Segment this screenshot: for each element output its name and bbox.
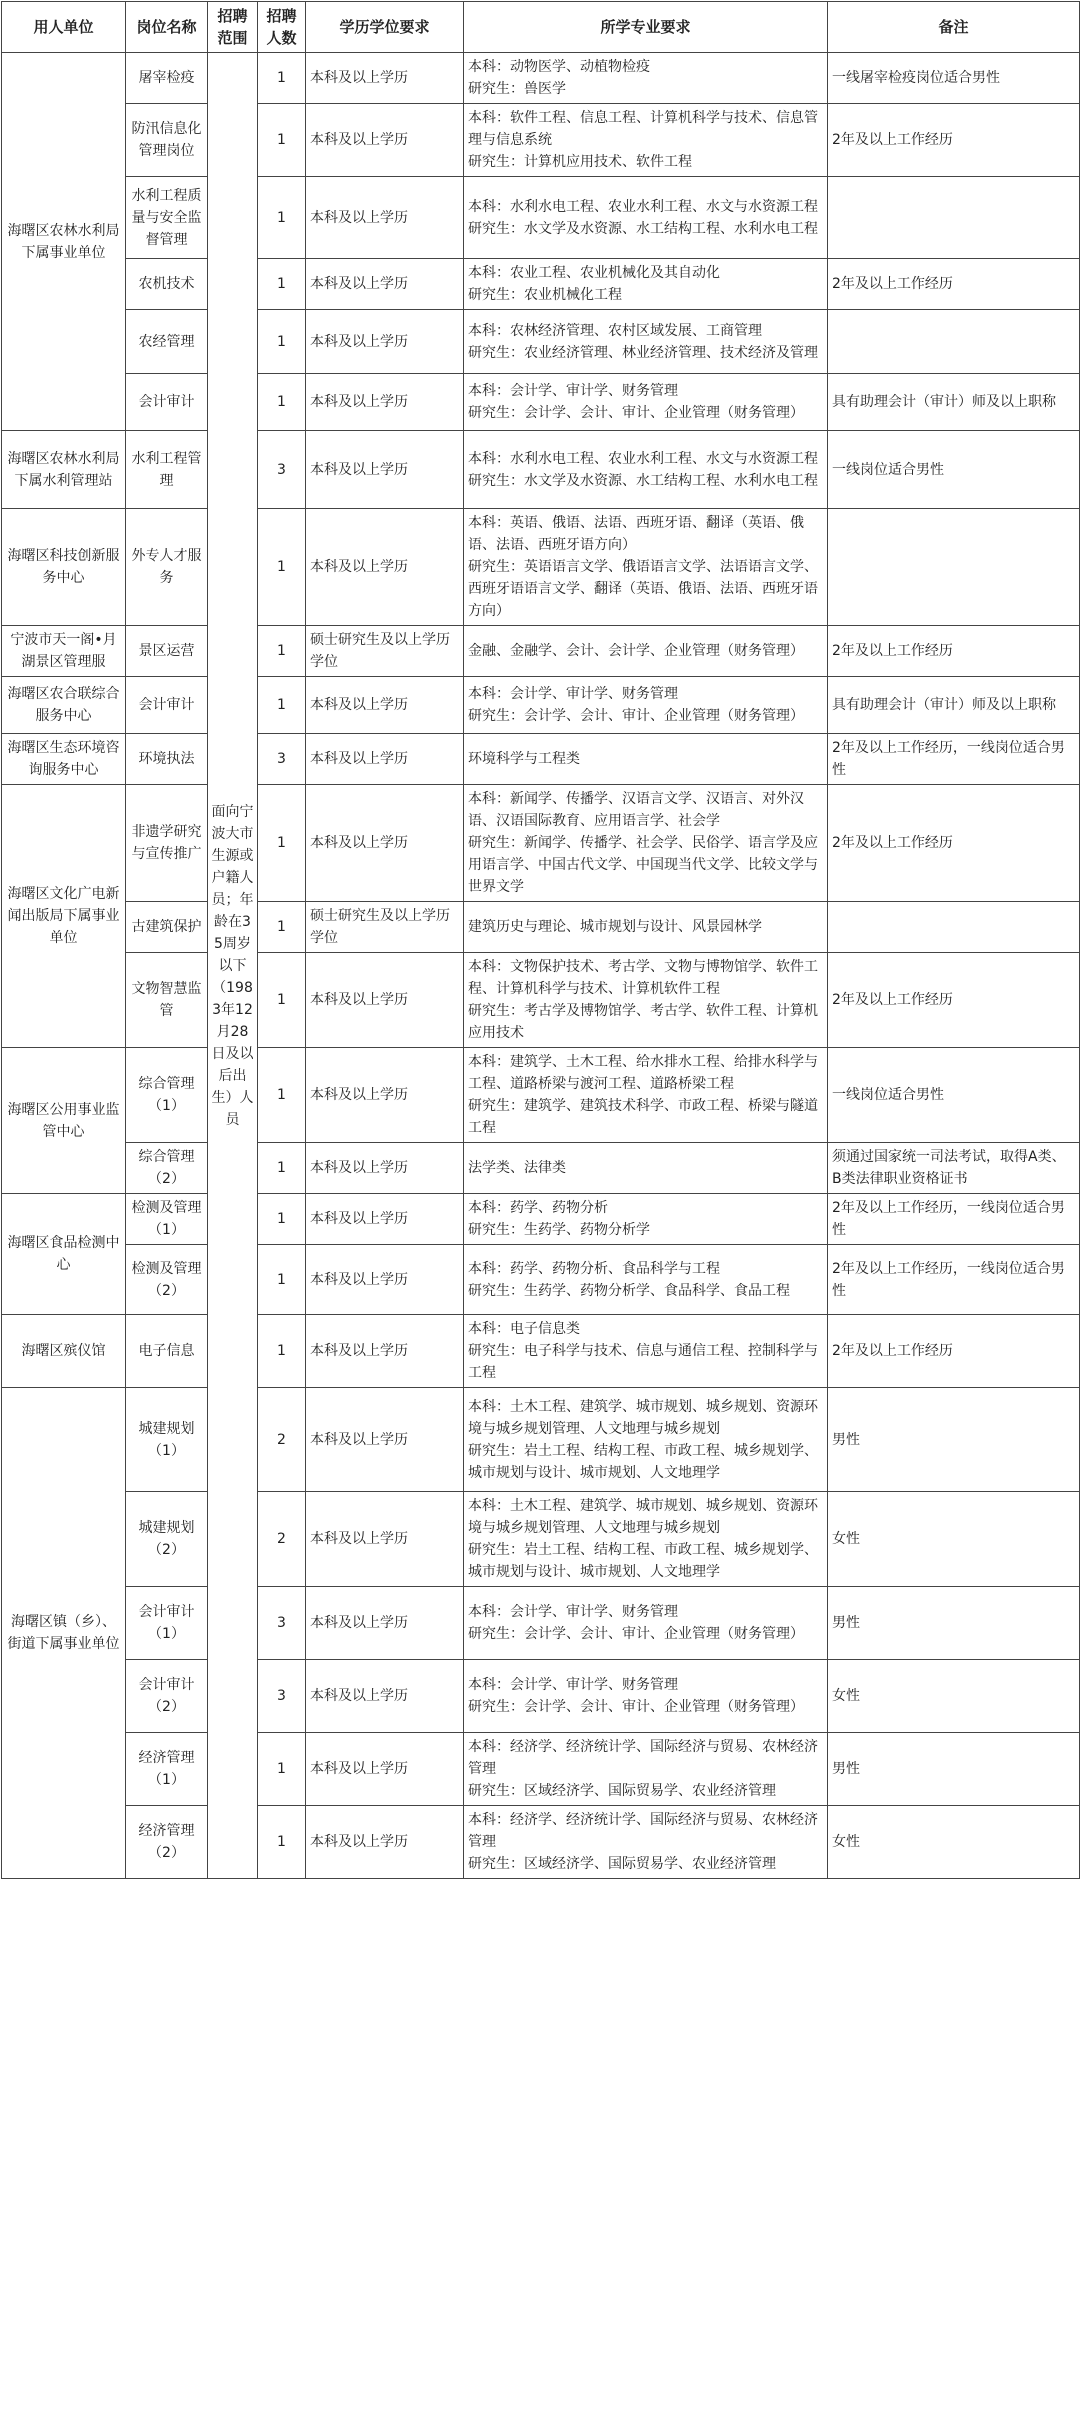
education-requirement: 本科及以上学历 [306,953,464,1048]
education-requirement: 硕士研究生及以上学历学位 [306,626,464,677]
position-title: 古建筑保护 [126,902,208,953]
education-requirement: 本科及以上学历 [306,177,464,259]
recruit-scope: 面向宁波大市生源或户籍人员；年龄在35周岁以下（1983年12月28日及以后出生）人员 [208,53,258,1879]
remark: 女性 [828,1806,1080,1879]
major-requirement: 本科：电子信息类 研究生：电子科学与技术、信息与通信工程、控制科学与工程 [464,1315,828,1388]
education-requirement: 本科及以上学历 [306,1315,464,1388]
major-requirement: 本科：水利水电工程、农业水利工程、水文与水资源工程 研究生：水文学及水资源、水工结构工程、水利水电工程 [464,177,828,259]
education-requirement: 本科及以上学历 [306,1388,464,1492]
position-title: 城建规划（2） [126,1492,208,1587]
recruitment-table [1,1,1080,1879]
header-position: 岗位名称 [126,2,208,53]
recruit-count: 1 [258,1143,306,1194]
education-requirement: 本科及以上学历 [306,785,464,902]
position-title: 农机技术 [126,259,208,310]
table-row [2,259,1080,310]
unit-name: 海曙区文化广电新闻出版局下属事业单位 [2,785,126,1048]
remark [828,310,1080,374]
recruit-count: 1 [258,1315,306,1388]
education-requirement: 本科及以上学历 [306,509,464,626]
major-requirement: 本科：经济学、经济统计学、国际经济与贸易、农林经济管理 研究生：区域经济学、国际贸易学、农业经济管理 [464,1806,828,1879]
table-row [2,677,1080,734]
remark: 2年及以上工作经历，一线岗位适合男性 [828,1194,1080,1245]
major-requirement: 本科：动物医学、动植物检疫 研究生：兽医学 [464,53,828,104]
major-requirement: 本科：英语、俄语、法语、西班牙语、翻译（英语、俄语、法语、西班牙语方向） 研究生：英语语言文学、俄语语言文学、法语语言文学、西班牙语语言文学、翻译（英语、俄语、法语、西班牙语方向） [464,509,828,626]
table-row [2,177,1080,259]
education-requirement: 本科及以上学历 [306,374,464,431]
recruit-count: 1 [258,509,306,626]
unit-name: 海曙区农合联综合服务中心 [2,677,126,734]
recruit-count: 1 [258,902,306,953]
major-requirement: 环境科学与工程类 [464,734,828,785]
position-title: 电子信息 [126,1315,208,1388]
unit-name: 宁波市天一阁•月湖景区管理服 [2,626,126,677]
recruit-count: 1 [258,626,306,677]
education-requirement: 本科及以上学历 [306,1806,464,1879]
position-title: 城建规划（1） [126,1388,208,1492]
remark: 2年及以上工作经历 [828,953,1080,1048]
header-scope: 招聘范围 [208,2,258,53]
recruit-count: 1 [258,104,306,177]
position-title: 会计审计（2） [126,1660,208,1733]
table-row [2,953,1080,1048]
education-requirement: 硕士研究生及以上学历学位 [306,902,464,953]
position-title: 会计审计 [126,374,208,431]
major-requirement: 金融、金融学、会计、会计学、企业管理（财务管理） [464,626,828,677]
education-requirement: 本科及以上学历 [306,1194,464,1245]
remark: 2年及以上工作经历，一线岗位适合男性 [828,734,1080,785]
education-requirement: 本科及以上学历 [306,1492,464,1587]
remark: 男性 [828,1733,1080,1806]
recruit-count: 1 [258,677,306,734]
recruit-count: 1 [258,310,306,374]
table-row [2,626,1080,677]
major-requirement: 本科：土木工程、建筑学、城市规划、城乡规划、资源环境与城乡规划管理、人文地理与城乡规划 研究生：岩土工程、结构工程、市政工程、城乡规划学、城市规划与设计、城市规划、人文地理学 [464,1492,828,1587]
major-requirement: 建筑历史与理论、城市规划与设计、风景园林学 [464,902,828,953]
unit-name: 海曙区科技创新服务中心 [2,509,126,626]
remark: 2年及以上工作经历，一线岗位适合男性 [828,1245,1080,1315]
table-row [2,1806,1080,1879]
position-title: 农经管理 [126,310,208,374]
table-row [2,734,1080,785]
education-requirement: 本科及以上学历 [306,734,464,785]
position-title: 外专人才服务 [126,509,208,626]
remark: 具有助理会计（审计）师及以上职称 [828,677,1080,734]
remark: 2年及以上工作经历 [828,785,1080,902]
major-requirement: 本科：水利水电工程、农业水利工程、水文与水资源工程 研究生：水文学及水资源、水工结构工程、水利水电工程 [464,431,828,509]
table-row [2,310,1080,374]
position-title: 水利工程质量与安全监督管理 [126,177,208,259]
table-row [2,1315,1080,1388]
position-title: 水利工程管理 [126,431,208,509]
position-title: 环境执法 [126,734,208,785]
position-title: 会计审计 [126,677,208,734]
major-requirement: 本科：药学、药物分析、食品科学与工程 研究生：生药学、药物分析学、食品科学、食品工程 [464,1245,828,1315]
education-requirement: 本科及以上学历 [306,310,464,374]
unit-name: 海曙区镇（乡）、街道下属事业单位 [2,1388,126,1879]
table-row [2,1194,1080,1245]
education-requirement: 本科及以上学历 [306,1143,464,1194]
header-major: 所学专业要求 [464,2,828,53]
education-requirement: 本科及以上学历 [306,1733,464,1806]
recruit-count: 3 [258,1660,306,1733]
position-title: 会计审计（1） [126,1587,208,1660]
remark: 女性 [828,1492,1080,1587]
remark: 2年及以上工作经历 [828,104,1080,177]
major-requirement: 法学类、法律类 [464,1143,828,1194]
major-requirement: 本科：软件工程、信息工程、计算机科学与技术、信息管理与信息系统 研究生：计算机应用技术、软件工程 [464,104,828,177]
table-row [2,104,1080,177]
education-requirement: 本科及以上学历 [306,259,464,310]
remark: 2年及以上工作经历 [828,1315,1080,1388]
remark: 男性 [828,1388,1080,1492]
position-title: 检测及管理（1） [126,1194,208,1245]
unit-name: 海曙区农林水利局下属事业单位 [2,53,126,431]
remark [828,902,1080,953]
header-row [2,2,1080,53]
table-body [2,53,1080,1879]
recruit-count: 1 [258,785,306,902]
position-title: 非遗学研究与宣传推广 [126,785,208,902]
remark: 一线岗位适合男性 [828,431,1080,509]
table-row [2,53,1080,104]
position-title: 经济管理（1） [126,1733,208,1806]
position-title: 防汛信息化管理岗位 [126,104,208,177]
remark: 2年及以上工作经历 [828,626,1080,677]
major-requirement: 本科：会计学、审计学、财务管理 研究生：会计学、会计、审计、企业管理（财务管理） [464,1587,828,1660]
table-row [2,431,1080,509]
recruit-count: 1 [258,177,306,259]
recruit-count: 1 [258,953,306,1048]
table-row [2,1587,1080,1660]
remark [828,177,1080,259]
position-title: 经济管理（2） [126,1806,208,1879]
education-requirement: 本科及以上学历 [306,53,464,104]
education-requirement: 本科及以上学历 [306,1245,464,1315]
table-row [2,1660,1080,1733]
table-row [2,1245,1080,1315]
table-row [2,509,1080,626]
remark: 须通过国家统一司法考试，取得A类、B类法律职业资格证书 [828,1143,1080,1194]
table-row [2,902,1080,953]
header-note: 备注 [828,2,1080,53]
major-requirement: 本科：新闻学、传播学、汉语言文学、汉语言、对外汉语、汉语国际教育、应用语言学、社会学 研究生：新闻学、传播学、社会学、民俗学、语言学及应用语言学、中国古代文学、中国现当代文学、比较文学与世界文学 [464,785,828,902]
recruit-count: 1 [258,1048,306,1143]
position-title: 综合管理（2） [126,1143,208,1194]
education-requirement: 本科及以上学历 [306,431,464,509]
major-requirement: 本科：经济学、经济统计学、国际经济与贸易、农林经济管理 研究生：区域经济学、国际贸易学、农业经济管理 [464,1733,828,1806]
major-requirement: 本科：会计学、审计学、财务管理 研究生：会计学、会计、审计、企业管理（财务管理） [464,374,828,431]
major-requirement: 本科：建筑学、土木工程、给水排水工程、给排水科学与工程、道路桥梁与渡河工程、道路桥梁工程 研究生：建筑学、建筑技术科学、市政工程、桥梁与隧道工程 [464,1048,828,1143]
recruit-count: 2 [258,1388,306,1492]
major-requirement: 本科：药学、药物分析 研究生：生药学、药物分析学 [464,1194,828,1245]
header-education: 学历学位要求 [306,2,464,53]
header-count: 招聘人数 [258,2,306,53]
table-row [2,1143,1080,1194]
remark: 一线岗位适合男性 [828,1048,1080,1143]
position-title: 综合管理（1） [126,1048,208,1143]
table-row [2,1388,1080,1492]
recruit-count: 1 [258,374,306,431]
recruit-count: 2 [258,1492,306,1587]
education-requirement: 本科及以上学历 [306,1048,464,1143]
major-requirement: 本科：会计学、审计学、财务管理 研究生：会计学、会计、审计、企业管理（财务管理） [464,1660,828,1733]
position-title: 屠宰检疫 [126,53,208,104]
unit-name: 海曙区公用事业监管中心 [2,1048,126,1194]
remark: 具有助理会计（审计）师及以上职称 [828,374,1080,431]
remark: 女性 [828,1660,1080,1733]
table-row [2,374,1080,431]
education-requirement: 本科及以上学历 [306,1587,464,1660]
education-requirement: 本科及以上学历 [306,677,464,734]
major-requirement: 本科：文物保护技术、考古学、文物与博物馆学、软件工程、计算机科学与技术、计算机软件工程 研究生：考古学及博物馆学、考古学、软件工程、计算机应用技术 [464,953,828,1048]
position-title: 检测及管理（2） [126,1245,208,1315]
recruit-count: 1 [258,1733,306,1806]
recruit-count: 1 [258,1806,306,1879]
remark: 2年及以上工作经历 [828,259,1080,310]
unit-name: 海曙区食品检测中心 [2,1194,126,1315]
table-row [2,1048,1080,1143]
major-requirement: 本科：农业工程、农业机械化及其自动化 研究生：农业机械化工程 [464,259,828,310]
position-title: 景区运营 [126,626,208,677]
remark: 一线屠宰检疫岗位适合男性 [828,53,1080,104]
recruit-count: 3 [258,1587,306,1660]
unit-name: 海曙区殡仪馆 [2,1315,126,1388]
unit-name: 海曙区生态环境咨询服务中心 [2,734,126,785]
table-row [2,1492,1080,1587]
education-requirement: 本科及以上学历 [306,104,464,177]
major-requirement: 本科：农林经济管理、农村区域发展、工商管理 研究生：农业经济管理、林业经济管理、技术经济及管理 [464,310,828,374]
major-requirement: 本科：土木工程、建筑学、城市规划、城乡规划、资源环境与城乡规划管理、人文地理与城乡规划 研究生：岩土工程、结构工程、市政工程、城乡规划学、城市规划与设计、城市规划、人文地理学 [464,1388,828,1492]
recruit-count: 1 [258,1245,306,1315]
remark: 男性 [828,1587,1080,1660]
recruit-count: 1 [258,53,306,104]
recruit-count: 3 [258,734,306,785]
table-row [2,1733,1080,1806]
table-row [2,785,1080,902]
unit-name: 海曙区农林水利局下属水利管理站 [2,431,126,509]
major-requirement: 本科：会计学、审计学、财务管理 研究生：会计学、会计、审计、企业管理（财务管理） [464,677,828,734]
education-requirement: 本科及以上学历 [306,1660,464,1733]
recruit-count: 1 [258,259,306,310]
recruit-count: 1 [258,1194,306,1245]
recruit-count: 3 [258,431,306,509]
header-unit: 用人单位 [2,2,126,53]
remark [828,509,1080,626]
position-title: 文物智慧监管 [126,953,208,1048]
